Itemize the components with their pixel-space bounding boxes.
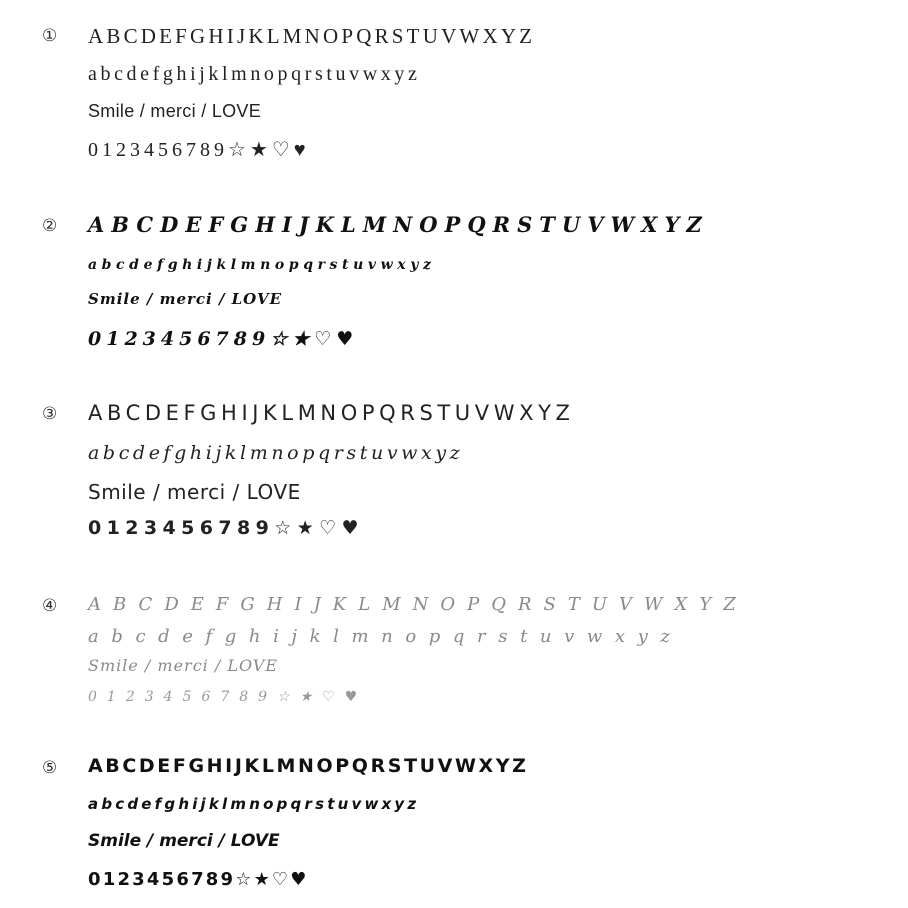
sample-number: ② (42, 216, 58, 236)
uppercase-line: ABCDEFGHIJKLMNOPQRSTUVWXYZ (88, 24, 536, 48)
phrase-line: Smile / merci / LOVE (88, 480, 301, 504)
sample-number: ⑤ (42, 758, 58, 778)
digits-line: 0123456789☆★♡♥ (88, 869, 309, 890)
phrase-line: Smile / merci / LOVE (88, 101, 262, 121)
phrase-line: Smile / merci / LOVE (88, 290, 283, 308)
phrase-line: Smile / merci / LOVE (88, 831, 280, 851)
lowercase-line: abcdefghijklmnopqrstuvwxyz (88, 63, 421, 85)
uppercase-line: ABCDEFGHIJKLMNOPQRSTUVWXYZ (88, 401, 575, 425)
digits-line: 0123456789☆★♡♥ (88, 517, 364, 539)
phrase-line: Smile / merci / LOVE (88, 656, 279, 675)
sample-number: ③ (42, 404, 58, 424)
uppercase-line: ABCDEFGHIJKLMNOPQRSTUVWXYZ (88, 212, 709, 237)
lowercase-line: abcdefghijklmnopqrstuvwxyz (88, 626, 683, 647)
digits-line: 0123456789☆★♡♥ (88, 139, 310, 161)
uppercase-line: ABCDEFGHIJKLMNOPQRSTUVWXYZ (88, 755, 529, 777)
uppercase-line: ABCDEFGHIJKLMNOPQRSTUVWXYZ (88, 594, 748, 615)
digits-line: 0123456789☆★♡♥ (88, 689, 368, 705)
lowercase-line: abcdefghijklmnopqrstuvwxyz (88, 795, 420, 813)
sample-number: ④ (42, 596, 58, 616)
digits-line: 0123456789☆★♡♥ (88, 328, 359, 350)
lowercase-line: abcdefghijklmnopqrstuvwxyz (88, 257, 436, 273)
lowercase-line: abcdefghijklmnopqrstuvwxyz (88, 442, 464, 464)
sample-number: ① (42, 26, 58, 46)
